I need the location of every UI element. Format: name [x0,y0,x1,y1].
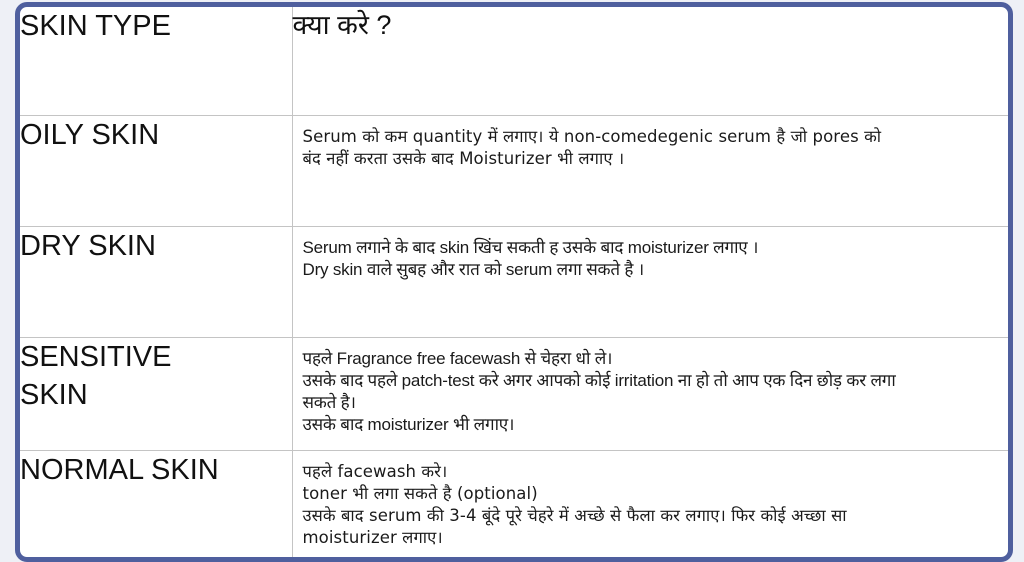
instruction-line: उसके बाद serum की 3-4 बूंदे पूरे चेहरे में अच्छे से फैला कर लगाए। फिर कोई अच्छा सा [302,505,847,525]
skin-care-table [20,7,1008,557]
table-row [20,337,1008,450]
instruction-line: उसके बाद पहले patch-test करे अगर आपको कोई irritation ना हो तो आप एक दिन छोड़ कर लगा [302,370,896,390]
table-row [20,115,1008,226]
skin-type-oily: OILY SKIN [20,115,292,226]
instructions-sensitive [292,337,1008,450]
instruction-line: बंद नहीं करता उसके बाद Moisturizer भी लगाए । [302,148,625,168]
header-what-to-do: क्या करे ? [292,7,1008,115]
table-row [20,450,1008,557]
skin-care-table-frame [15,2,1013,562]
instruction-line: पहले Fragrance free facewash से चेहरा धो ले। [302,348,613,368]
instructions-oily [292,115,1008,226]
header-skin-type: SKIN TYPE [20,7,292,115]
instruction-line: moisturizer लगाए। [302,527,443,547]
skin-type-normal: NORMAL SKIN [20,450,292,557]
instruction-line: उसके बाद moisturizer भी लगाए। [302,414,515,434]
table-header-row [20,7,1008,115]
instruction-line: सकते है। [302,392,356,412]
skin-type-sensitive [20,337,292,450]
skin-type-line: SENSITIVE [20,340,172,373]
skin-type-line: SKIN [20,378,88,411]
skin-type-dry: DRY SKIN [20,226,292,337]
instruction-line: पहले facewash करे। [302,461,448,481]
instructions-normal [292,450,1008,557]
instructions-dry [292,226,1008,337]
instruction-line: Serum लगाने के बाद skin खिंच सकती ह उसके बाद moisturizer लगाए । [302,237,759,257]
table-row [20,226,1008,337]
instruction-line: Serum को कम quantity में लगाए। ये non-comedegenic serum है जो pores को [302,126,882,146]
instruction-line: Dry skin वाले सुबह और रात को serum लगा सकते है । [302,259,645,279]
instruction-line: toner भी लगा सकते है (optional) [302,483,538,503]
